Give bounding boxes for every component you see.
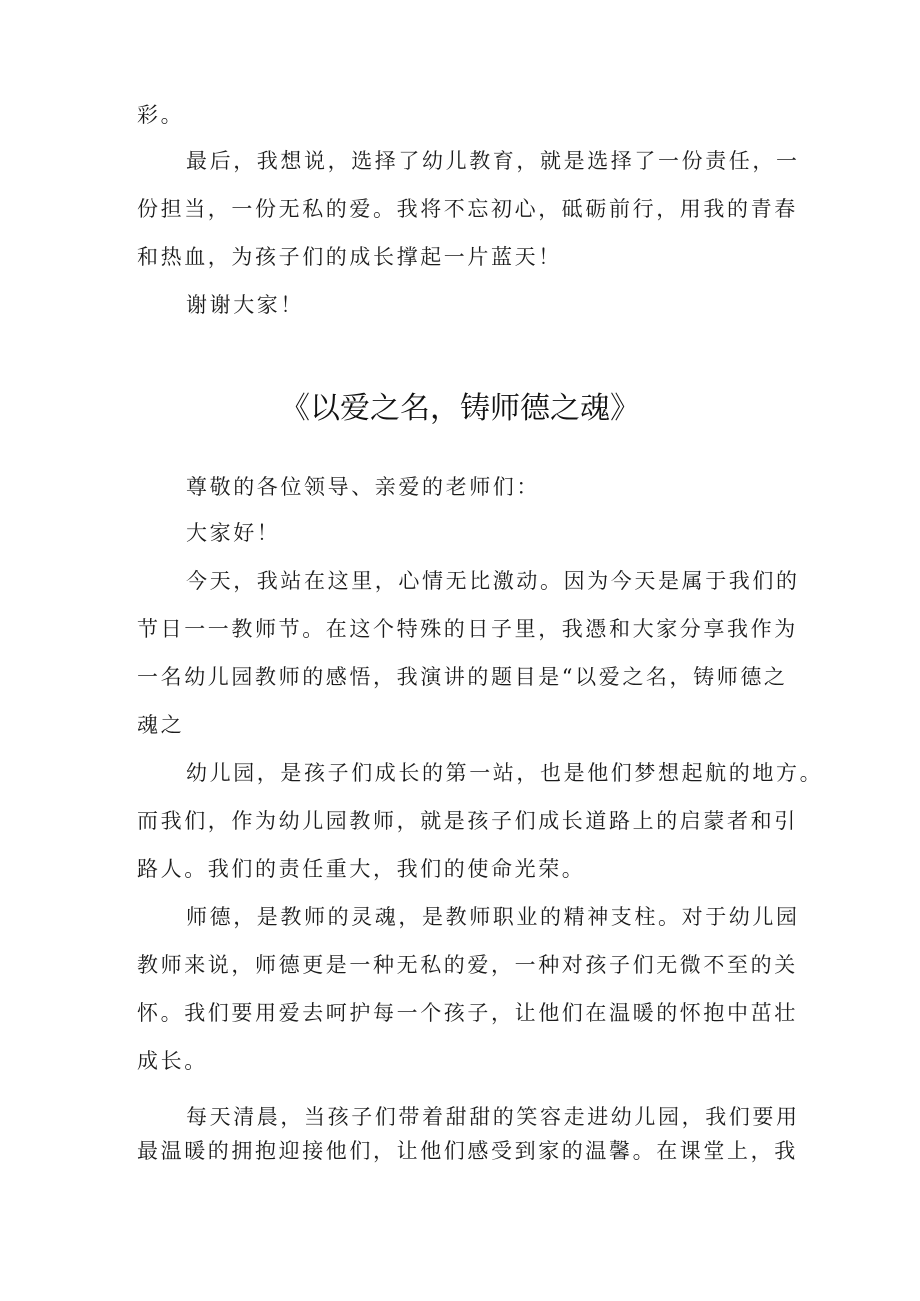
paragraph-line: 一名幼儿园教师的感悟，我演讲的题目是“以爱之名，铸师德之 <box>137 665 788 689</box>
paragraph-line: 谢谢大家！ <box>186 293 304 317</box>
paragraph-line: 路人。我们的责任重大，我们的使命光荣。 <box>137 857 586 881</box>
paragraph-line: 节日一一教师节。在这个特殊的日子里，我憑和大家分享我作为 <box>137 617 798 641</box>
paragraph-line: 教师来说，师德更是一种无私的爱，一种对孩子们无微不至的关 <box>137 953 798 977</box>
speech-title: 《以爱之名，铸师德之魂》 <box>280 391 640 426</box>
paragraph-line: 幼儿园，是孩子们成长的第一站，也是他们梦想起航的地方。 <box>186 761 824 785</box>
greeting-line: 大家好！ <box>186 521 281 545</box>
paragraph-line: 每天清晨，当孩子们带着甜甜的笑容走进幼儿园，我们要用 <box>186 1105 800 1129</box>
paragraph-line: 师德，是教师的灵魂，是教师职业的精神支柱。对于幼儿园 <box>186 905 800 929</box>
paragraph-line: 最后，我想说，选择了幼儿教育，就是选择了一份责任，一 <box>186 149 800 173</box>
paragraph-line: 今天，我站在这里，心情无比激动。因为今天是属于我们的 <box>186 569 800 593</box>
paragraph-line: 魂之 <box>137 713 185 737</box>
paragraph-line: 成长。 <box>137 1049 208 1073</box>
paragraph-line: 而我们，作为幼儿园教师，就是孩子们成长道路上的启蒙者和引 <box>137 809 798 833</box>
paragraph-line: 最温暖的拥抱迎接他们，让他们感受到家的温馨。在课堂上，我 <box>137 1139 798 1163</box>
paragraph-line: 怀。我们要用爱去呵护每一个孩子，让他们在温暖的怀抱中茁壮 <box>137 1001 798 1025</box>
salutation-line: 尊敬的各位领导、亲爱的老师们： <box>186 475 540 499</box>
paragraph-line: 彩。 <box>137 103 185 127</box>
paragraph-line: 份担当，一份无私的爱。我将不忘初心，砥砺前行，用我的青春 <box>137 197 798 221</box>
paragraph-line: 和热血，为孩子们的成长撑起一片蓝天！ <box>137 245 562 269</box>
